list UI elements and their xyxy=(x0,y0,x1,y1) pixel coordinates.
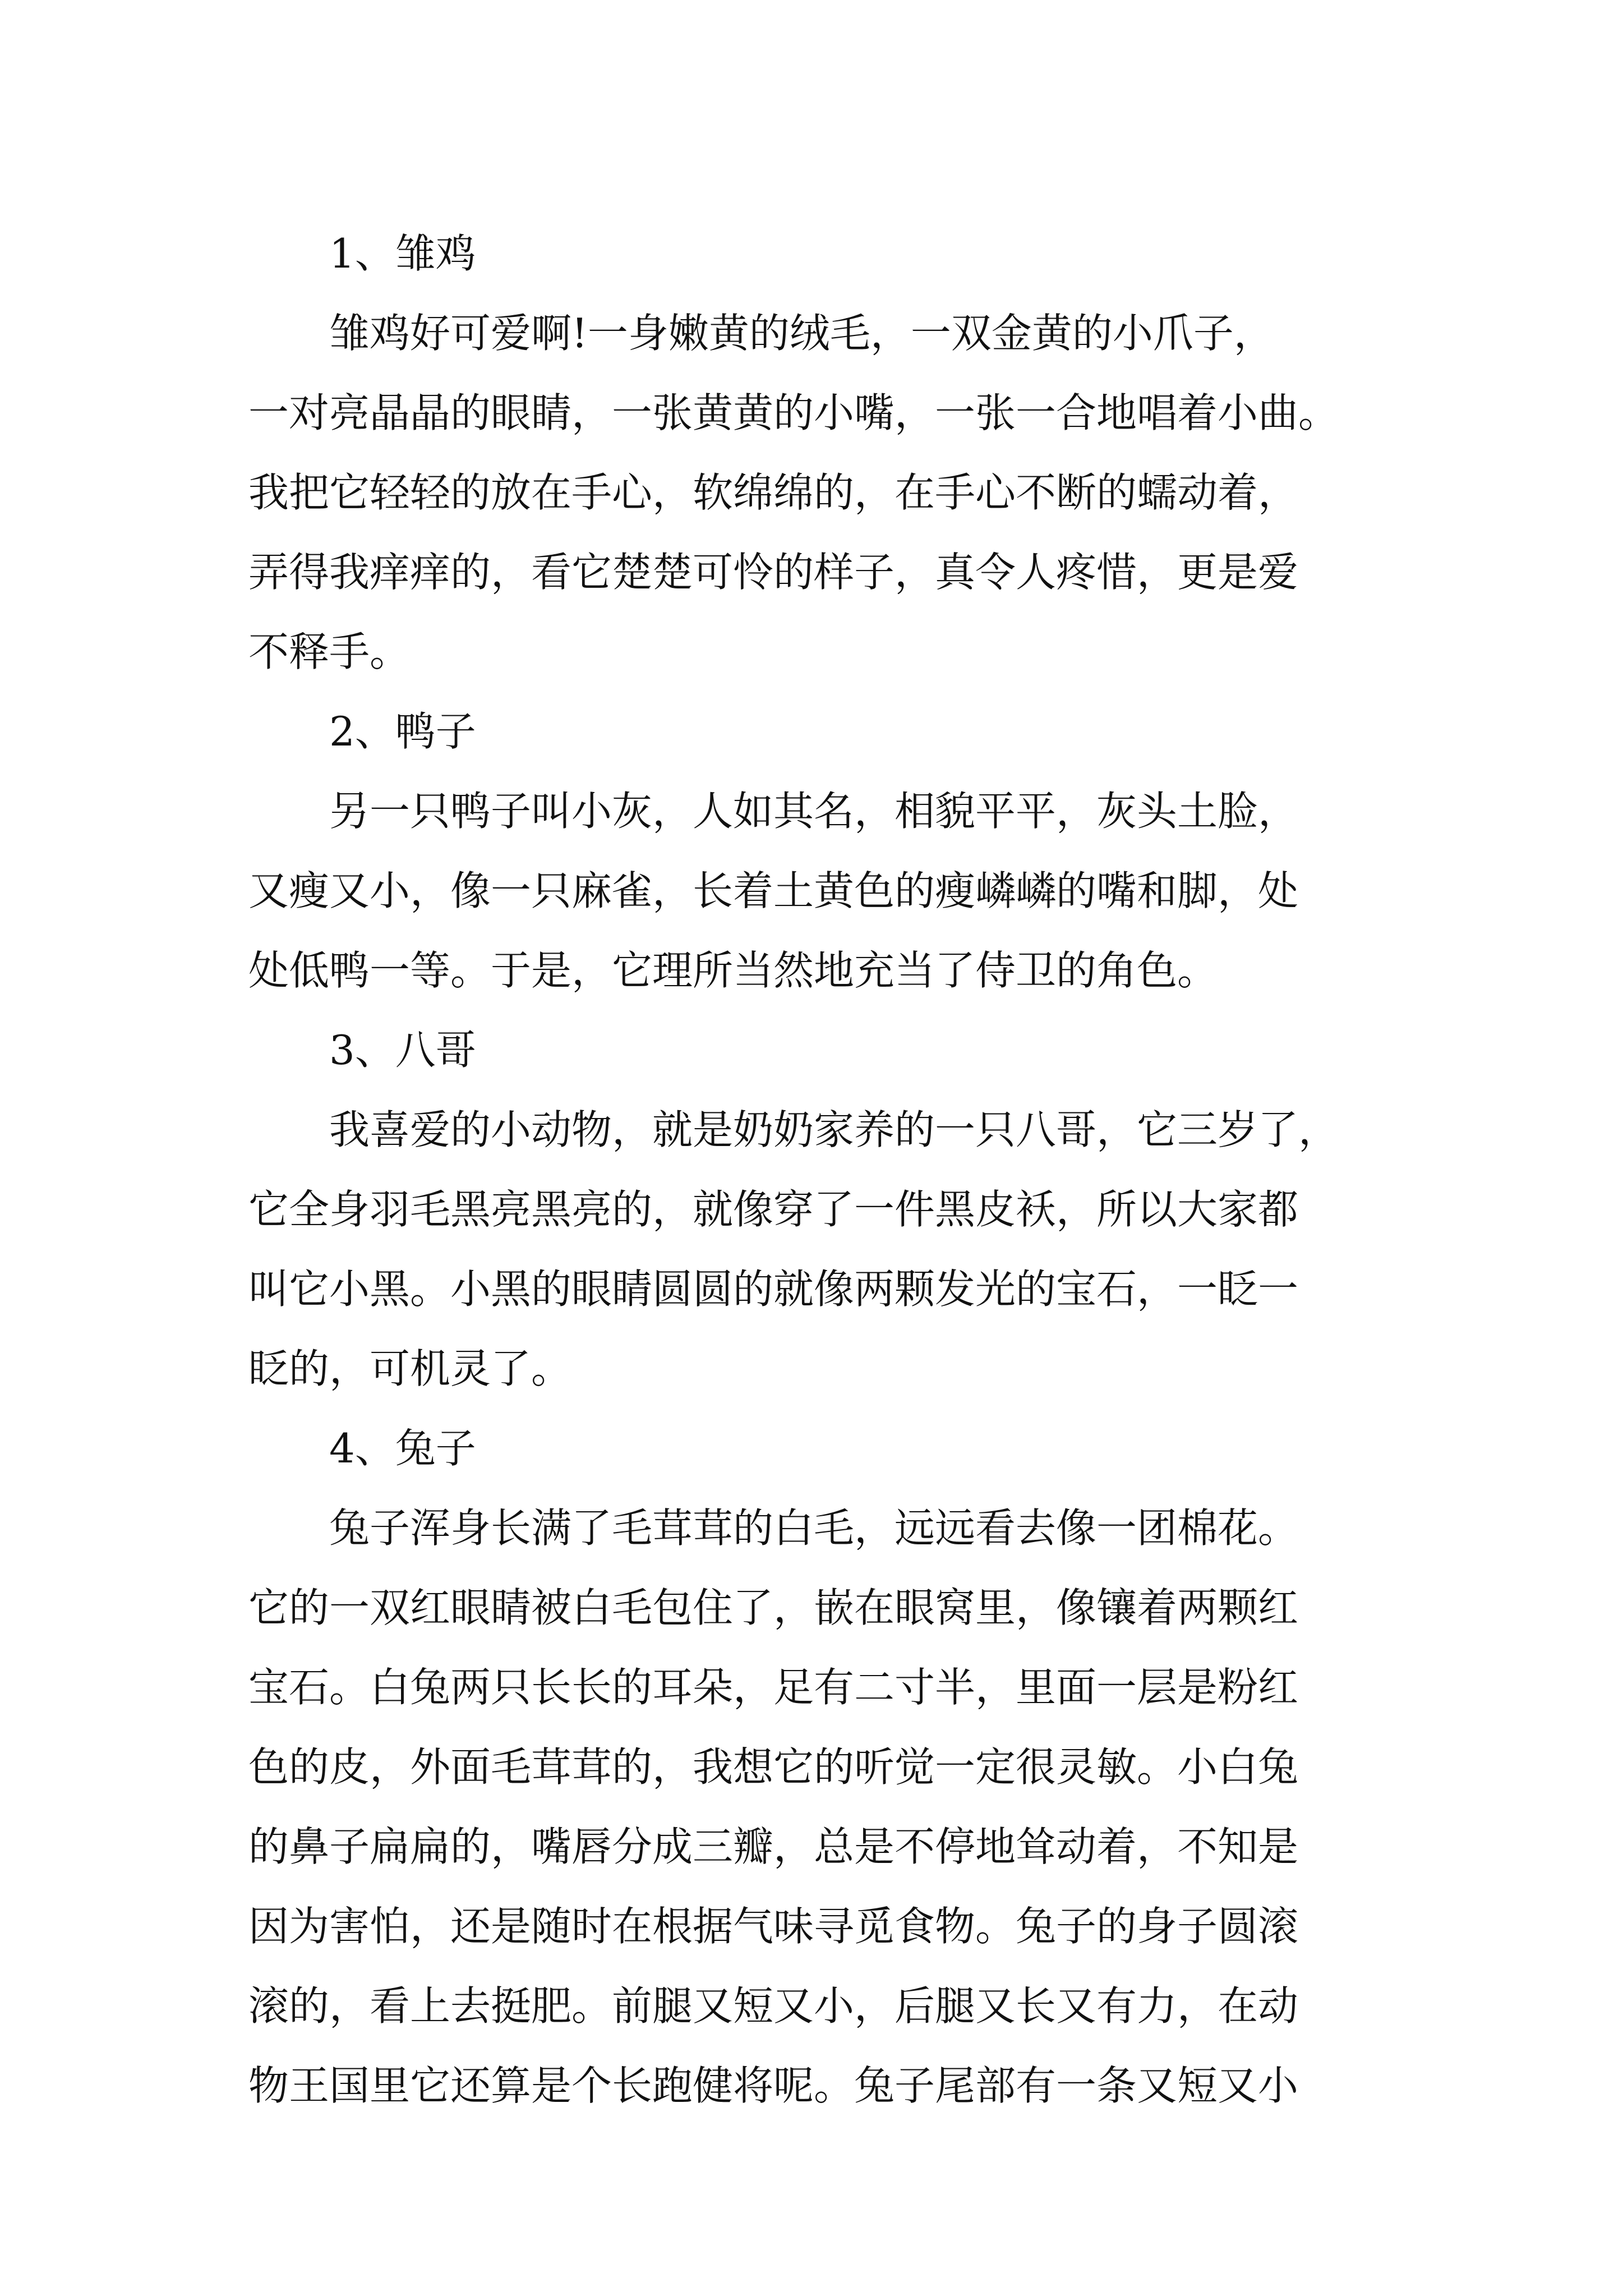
paragraph-line: 又瘦又小，像一只麻雀，长着土黄色的瘦嶙嶙的嘴和脚，处 xyxy=(248,867,1299,914)
paragraph-line: 我把它轻轻的放在手心，软绵绵的，在手心不断的蠕动着， xyxy=(248,469,1299,516)
paragraph-line: 色的皮，外面毛茸茸的，我想它的听觉一定很灵敏。小白兔 xyxy=(248,1743,1299,1791)
section-heading-chick: 1、雏鸡 xyxy=(329,230,476,277)
paragraph-line: 它全身羽毛黑亮黑亮的，就像穿了一件黑皮袄，所以大家都 xyxy=(248,1186,1299,1233)
document-body xyxy=(248,214,1380,2125)
paragraph-line: 另一只鸭子叫小灰，人如其名，相貌平平，灰头土脸， xyxy=(329,788,1299,835)
paragraph-line: 弄得我痒痒的，看它楚楚可怜的样子，真令人疼惜，更是爱 xyxy=(248,549,1299,596)
paragraph-line: 雏鸡好可爱啊!一身嫩黄的绒毛，一双金黄的小爪子， xyxy=(329,310,1274,357)
section-heading-duck: 2、鸭子 xyxy=(329,708,476,755)
paragraph-line: 我喜爱的小动物，就是奶奶家养的一只八哥，它三岁了， xyxy=(329,1106,1339,1153)
section-heading-rabbit: 4、兔子 xyxy=(329,1425,476,1472)
paragraph-line: 物王国里它还算是个长跑健将呢。兔子尾部有一条又短又小 xyxy=(248,2062,1299,2109)
section-heading-myna: 3、八哥 xyxy=(329,1027,476,1074)
paragraph-line: 的鼻子扁扁的，嘴唇分成三瓣，总是不停地耸动着，不知是 xyxy=(248,1823,1299,1870)
paragraph-line: 叫它小黑。小黑的眼睛圆圆的就像两颗发光的宝石，一眨一 xyxy=(248,1266,1299,1313)
paragraph-line: 它的一双红眼睛被白毛包住了，嵌在眼窝里，像镶着两颗红 xyxy=(248,1584,1299,1631)
paragraph-line: 宝石。白兔两只长长的耳朵，足有二寸半，里面一层是粉红 xyxy=(248,1664,1299,1711)
paragraph-line: 眨的，可机灵了。 xyxy=(248,1345,572,1392)
paragraph-line: 兔子浑身长满了毛茸茸的白毛，远远看去像一团棉花。 xyxy=(329,1504,1299,1552)
paragraph-line: 一对亮晶晶的眼睛，一张黄黄的小嘴，一张一合地唱着小曲。 xyxy=(248,389,1339,436)
paragraph-line: 处低鸭一等。于是，它理所当然地充当了侍卫的角色。 xyxy=(248,947,1218,994)
paragraph-line: 因为害怕，还是随时在根据气味寻觅食物。兔子的身子圆滚 xyxy=(248,1903,1299,1950)
paragraph-line: 滚的，看上去挺肥。前腿又短又小，后腿又长又有力，在动 xyxy=(248,1982,1299,2030)
paragraph-line: 不释手。 xyxy=(248,628,411,675)
